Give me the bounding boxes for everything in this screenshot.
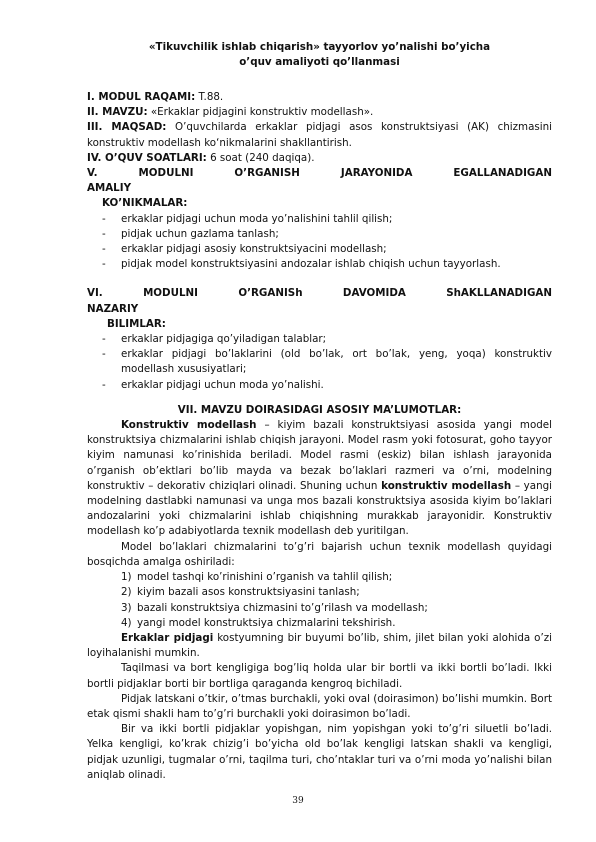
section6-heading-line3: BILIMLAR: (107, 317, 166, 330)
document-page (87, 40, 552, 783)
section5-heading-line3: KO’NIKMALAR: (102, 197, 188, 210)
page-number: 39 (292, 796, 304, 806)
document-header (87, 40, 552, 70)
list-item: - erkaklar pidjagi bo’laklarini (old bo’lak, ort bo’lak, yeng, yoqa) konstruktiv modellash xususiyatlari; (102, 348, 552, 376)
list-item: - erkaklar pidjagi uchun moda yo’nalishi. (102, 378, 324, 391)
list-item: 2) kiyim bazali asos konstruktsiyasini tanlash; (121, 586, 360, 599)
section5-heading: V. MODULNI O’RGANISH JARAYONIDA EGALLANADIGAN (87, 167, 552, 180)
module-topic: II. MAVZU: «Erkaklar pidjagini konstruktiv modellash». (87, 106, 374, 119)
section6-heading-line2: NAZARIY (87, 302, 139, 315)
list-item: - pidjak model konstruktsiyasini andozalar ishlab chiqish uchun tayyorlash. (102, 258, 501, 271)
section5-heading-line2: AMALIY (87, 182, 132, 195)
list-item: 4) yangi model konstruktsiya chizmalarini tekshirish. (121, 616, 396, 629)
module-aim: III. MAQSAD: O’quvchilarda erkaklar pidjagi asos konstruktsiyasi (AK) chizmasini konstruktiv modellash ko‘nikmalarini shakllantirish. (87, 121, 552, 149)
module-hours: IV. O’QUV SOATLARI: 6 soat (240 daqiqa). (87, 151, 315, 164)
paragraph: Erkaklar pidjagi kostyumning bir buyumi bo’lib, shim, jilet bilan yoki alohida o’zi loyihalanishi mumkin. (87, 631, 553, 660)
list-item: 3) bazali konstruktsiya chizmasini to’g’rilash va modellash; (121, 601, 428, 614)
header-line-1: «Tikuvchilik ishlab chiqarish» tayyorlov yo’nalishi bo’yicha (148, 41, 491, 53)
list-item: - erkaklar pidjagiga qo’yiladigan talablar; (102, 333, 327, 346)
paragraph: Model bo’laklari chizmalarini to’g’ri bajarish uchun texnik modellash quyidagi bosqichda amalga oshiriladi: (87, 540, 552, 568)
list-item: - pidjak uchun gazlama tanlash; (102, 227, 279, 240)
list-item: 1) model tashqi ko’rinishini o’rganish va tahlil qilish; (121, 571, 393, 584)
list-item: - erkaklar pidjagi asosiy konstruktsiyacini modellash; (102, 243, 387, 256)
section7-title: VII. MAVZU DOIRASIDAGI ASOSIY MA’LUMOTLAR: (177, 403, 462, 416)
list-item: - erkaklar pidjagi uchun moda yo’nalishini tahlil qilish; (102, 212, 393, 225)
paragraph: Bir va ikki bortli pidjaklar yopishgan, nim yopishgan yoki to’g’ri siluetli bo’ladi. Yelka kengligi, ko’krak chizig’i bo’yicha old bo’lak kengligi latskan shakli va kengligi, pidjak uzunligi, tugmalar o’rni, taqilma turi, cho’ntaklar turi va o’rni moda yo’nalishi bilan aniqlab olinadi. (87, 723, 552, 781)
section6-heading: VI. MODULNI O’RGANISh DAVOMIDA ShAKLLANADIGAN (87, 287, 552, 300)
module-number: I. MODUL RAQAMI: T.88. (87, 91, 224, 103)
paragraph: Konstruktiv modellash – kiyim bazali konstruktsiyasi asosida yangi model konstruktsiya chizmalarini ishlab chiqish jarayoni. Model rasm yoki fotosurat, goho tayyor kiyim namunasi ko’rinishida beriladi. Model rasmi (eskiz) bilan ishlash jarayonida o’rganish ob’ektlari bo’lib mayda va bezak bo’laklari razmeri va o’rni, modelning konstruktiv – dekorativ chiziqlari olinadi. Shuning uchun konstruktiv modellash – yangi modelning dastlabki namunasi va unga mos bazali konstruktsiya asosida kiyim bo’laklari andozalarini yoki chizmalarini ishlab chiqishning murakkab jarayonidir. Konstruktiv modellash ko’p adabiyotlarda texnik modellash deb yuritilgan. (87, 419, 552, 538)
paragraph: Pidjak latskani o’tkir, o’tmas burchakli, yoki oval (doirasimon) bo’lishi mumkin. Bort etak qismi shakli ham to’g’ri burchakli yoki doirasimon bo’ladi. (87, 692, 552, 720)
header-line-2: o’quv amaliyoti qo’llanmasi (239, 56, 400, 68)
paragraph: Taqilmasi va bort kengligiga bog’liq holda ular bir bortli va ikki bortli bo’ladi. Ikki bortli pidjaklar borti bir bortliga qaraganda kengroq bichiladi. (87, 662, 552, 690)
